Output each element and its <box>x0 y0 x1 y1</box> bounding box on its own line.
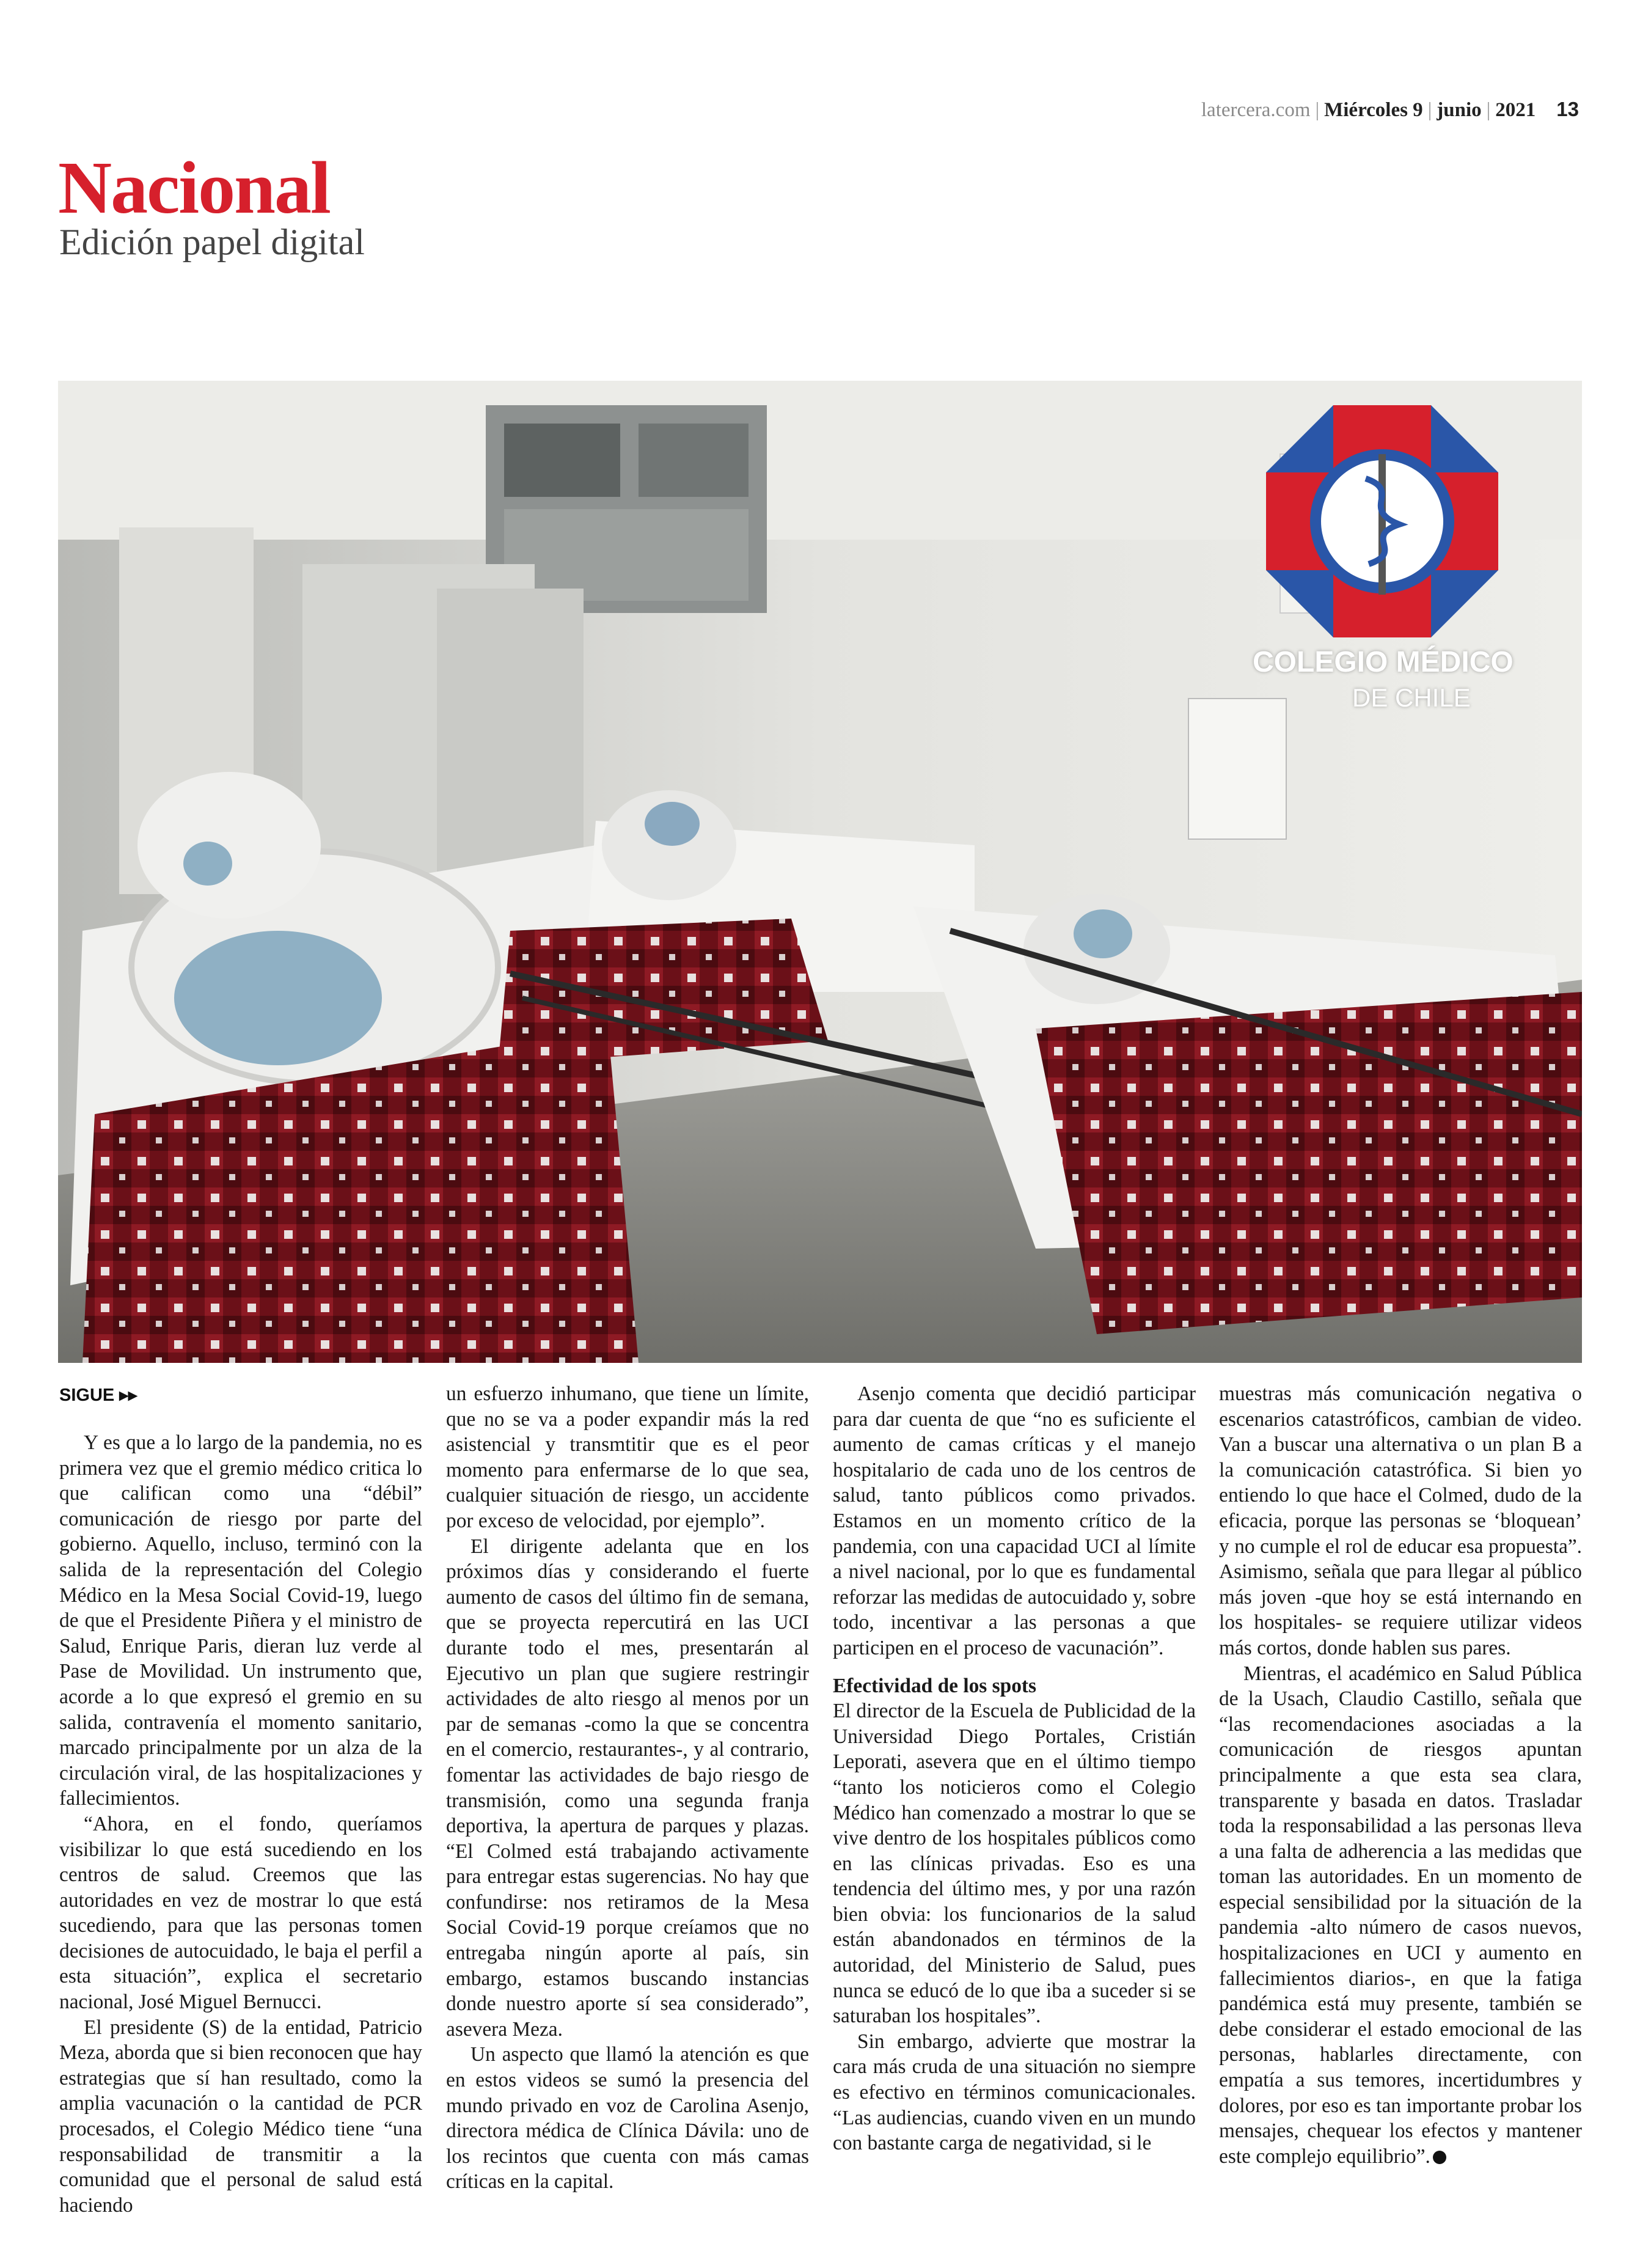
logo-line1: COLEGIO MÉDICO <box>1253 646 1514 678</box>
bed-far-left <box>137 772 321 919</box>
paragraph <box>1219 1661 1582 2170</box>
paragraph: Un aspecto que llamó la atención es que en estos videos se sumó la presencia del mundo privado en voz de Carolina Asenjo, directora médica de Clínica Dávila: uno de los recintos que cuenta con más camas críticas en la capital. <box>446 2043 809 2193</box>
hospital-photo <box>58 381 1582 1363</box>
folio-separator: | <box>1315 99 1320 121</box>
page-folio <box>1201 98 1579 122</box>
paragraph: muestras más comunicación negativa o escenarios catastróficos, cambian de video. Van a buscar una alternativa o un plan B a la comunicación catastrófica. Si bien yo entiendo lo que hace el Colmed, dudo de la eficacia, porque las personas se ‘bloquean’ y no cumple el rol de educar esa propuesta”. Asimismo, señala que para llegar al público más joven -que hoy se está internando en los hospitales- se requiere utilizar videos más cortos, donde hablen sus pares. <box>1219 1382 1582 1659</box>
paragraph: El director de la Escuela de Publicidad de la Universidad Diego Portales, Cristián Leporati, asevera que en el último tiempo “tanto los noticieros como el Colegio Médico han comenzado a mostrar lo que se vive dentro de los hospitales públicos como en las clínicas privadas. Eso es una tendencia del último mes, y por una razón bien obvia: los funcionarios de la salud están abandonados en términos de la autoridad, del Ministerio de Salud, pues nunca se educó de lo que iba a suceder si se saturaban los hospitales”. <box>833 1700 1196 2028</box>
article-column-4 <box>1219 1381 1582 2168</box>
paragraph-text: Mientras, el académico en Salud Pública de la Usach, Claudio Castillo, señala que “las recomendaciones asociadas a la comunicación de riesgos apuntan principalmente a que esta sea clara, transparente y basada en datos. Trasladar toda la responsabilidad a las personas lleva a una falta de adherencia a las medidas que toman las autoridades. En un momento de especial sensibilidad por la situación de la pandemia -alto número de casos nuevos, hospitalizaciones en UCI y aumento en fallecimientos diarios-, en que la fatiga pandémica está muy presente, también se debe considerar el estado emocional de las personas, hablarles directamente, con empatía a sus temores, incertidumbres y dolores, por eso es tan importante probar los mensajes, chequear los efectos y mantener este complejo equilibrio”. <box>1219 1662 1582 2168</box>
paragraph: El presidente (S) de la entidad, Patricio Meza, aborda que si bien reconocen que hay estrategias que sí han resultado, como la amplia vacunación o la cantidad de PCR procesados, el Colegio Médico tiene “una responsabilidad de transmitir a la comunidad que el personal de salud está haciendo <box>59 2016 422 2217</box>
paragraph: un esfuerzo inhumano, que tiene un límite, que no se va a poder expandir más la red asistencial y transmtitir que es el peor momento para enfermarse de lo que sea, cualquier situación de riesgo, un accidente por exceso de velocidad, por ejemplo”. <box>446 1382 809 1532</box>
folio-month: junio <box>1437 99 1482 121</box>
window-pane <box>504 424 620 497</box>
paragraph: Asenjo comenta que decidió participar para dar cuenta de que “no es suficiente el aumento de camas críticas y el manejo hospitalario de cada uno de los centros de salud, tanto públicos como privados. Estamos en un momento crítico de la pandemia, con una capacidad UCI al límite a nivel nacional, por lo que es fundamental reforzar las medidas de autocuidado y, sobre todo, incentivar a las personas a que participen en el proceso de vacunación”. <box>833 1382 1196 1659</box>
paragraph: Sin embargo, advierte que mostrar la cara más cruda de una situación no siempre es efectivo en términos comunicacionales. “Las audiencias, cuando viven en un mundo con bastante carga de negatividad, si le <box>833 2030 1196 2155</box>
colegio-medico-logo <box>1266 405 1498 637</box>
hospital-scene <box>58 381 1582 1363</box>
site-name: latercera.com <box>1201 99 1311 121</box>
folio-separator: | <box>1427 99 1432 121</box>
bed-left <box>70 845 639 1363</box>
folio-day: Miércoles 9 <box>1324 99 1423 121</box>
paragraph: “Ahora, en el fondo, queríamos visibilizar lo que está sucediendo en los centros de salud. Creemos que las autoridades en vez de mostrar lo que está sucediendo, para que las personas tomen decisiones de autocuidado, le baja el perfil a esta situación”, explica el secretario nacional, José Miguel Bernucci. <box>59 1812 422 2014</box>
article-column-1 <box>59 1430 422 2217</box>
article-column-2 <box>446 1381 809 2193</box>
subheading: Efectividad de los spots <box>833 1674 1037 1697</box>
folio-year: 2021 <box>1495 99 1536 121</box>
page-number: 13 <box>1556 98 1579 120</box>
article-column-3 <box>833 1381 1196 2155</box>
paragraph: El dirigente adelanta que en los próximos días y considerando el fuerte aumento de casos del último fin de semana, que se proyecta repercutirá en las UCI durante todo el mes, presentarán al Ejecutivo un plan que sugiere restringir actividades de alto riesgo al menos por un par de semanas -como la que se concentra en el comercio, restaurantes-, y al contrario, fomentar las actividades de bajo riesgo de transmisión, como una segunda franja deportiva, la apertura de parques y plazas. “El Colmed está trabajando activamente para entregar estas sugerencias. No hay que confundirse: nos retiramos de la Mesa Social Covid-19 porque creíamos que no entregaba ningún aporte al país, sin embargo, estamos buscando instancias donde nuestro aporte sí sea considerado”, asevera Meza. <box>446 1535 809 2041</box>
logo-line2: DE CHILE <box>1352 683 1471 712</box>
kicker-sigue: SIGUE ▸▸ <box>59 1385 137 1405</box>
section-title: Nacional <box>58 147 330 229</box>
folio-separator: | <box>1486 99 1491 121</box>
section-subtitle: Edición papel digital <box>59 222 365 262</box>
wall-notice <box>1188 699 1286 839</box>
window-pane <box>639 424 749 497</box>
paragraph: Y es que a lo largo de la pandemia, no es primera vez que el gremio médico critica lo que califican como una “débil” comunicación de riesgo por parte del gobierno. Aquello, incluso, terminó con la salida de la representación del Colegio Médico en la Mesa Social Covid-19, luego de que el Presidente Piñera y el ministro de Salud, Enrique Paris, dieran luz verde al Pase de Movilidad. Un instrumento que, acorde a lo que expresó el gremio en su salida, contravenía el momento sanitario, marcado principalmente por un alza de la circulación viral, de las hospitalizaciones y fallecimientos. <box>59 1431 422 1810</box>
end-of-article-mark <box>1433 2151 1446 2164</box>
window-pane <box>504 509 749 601</box>
